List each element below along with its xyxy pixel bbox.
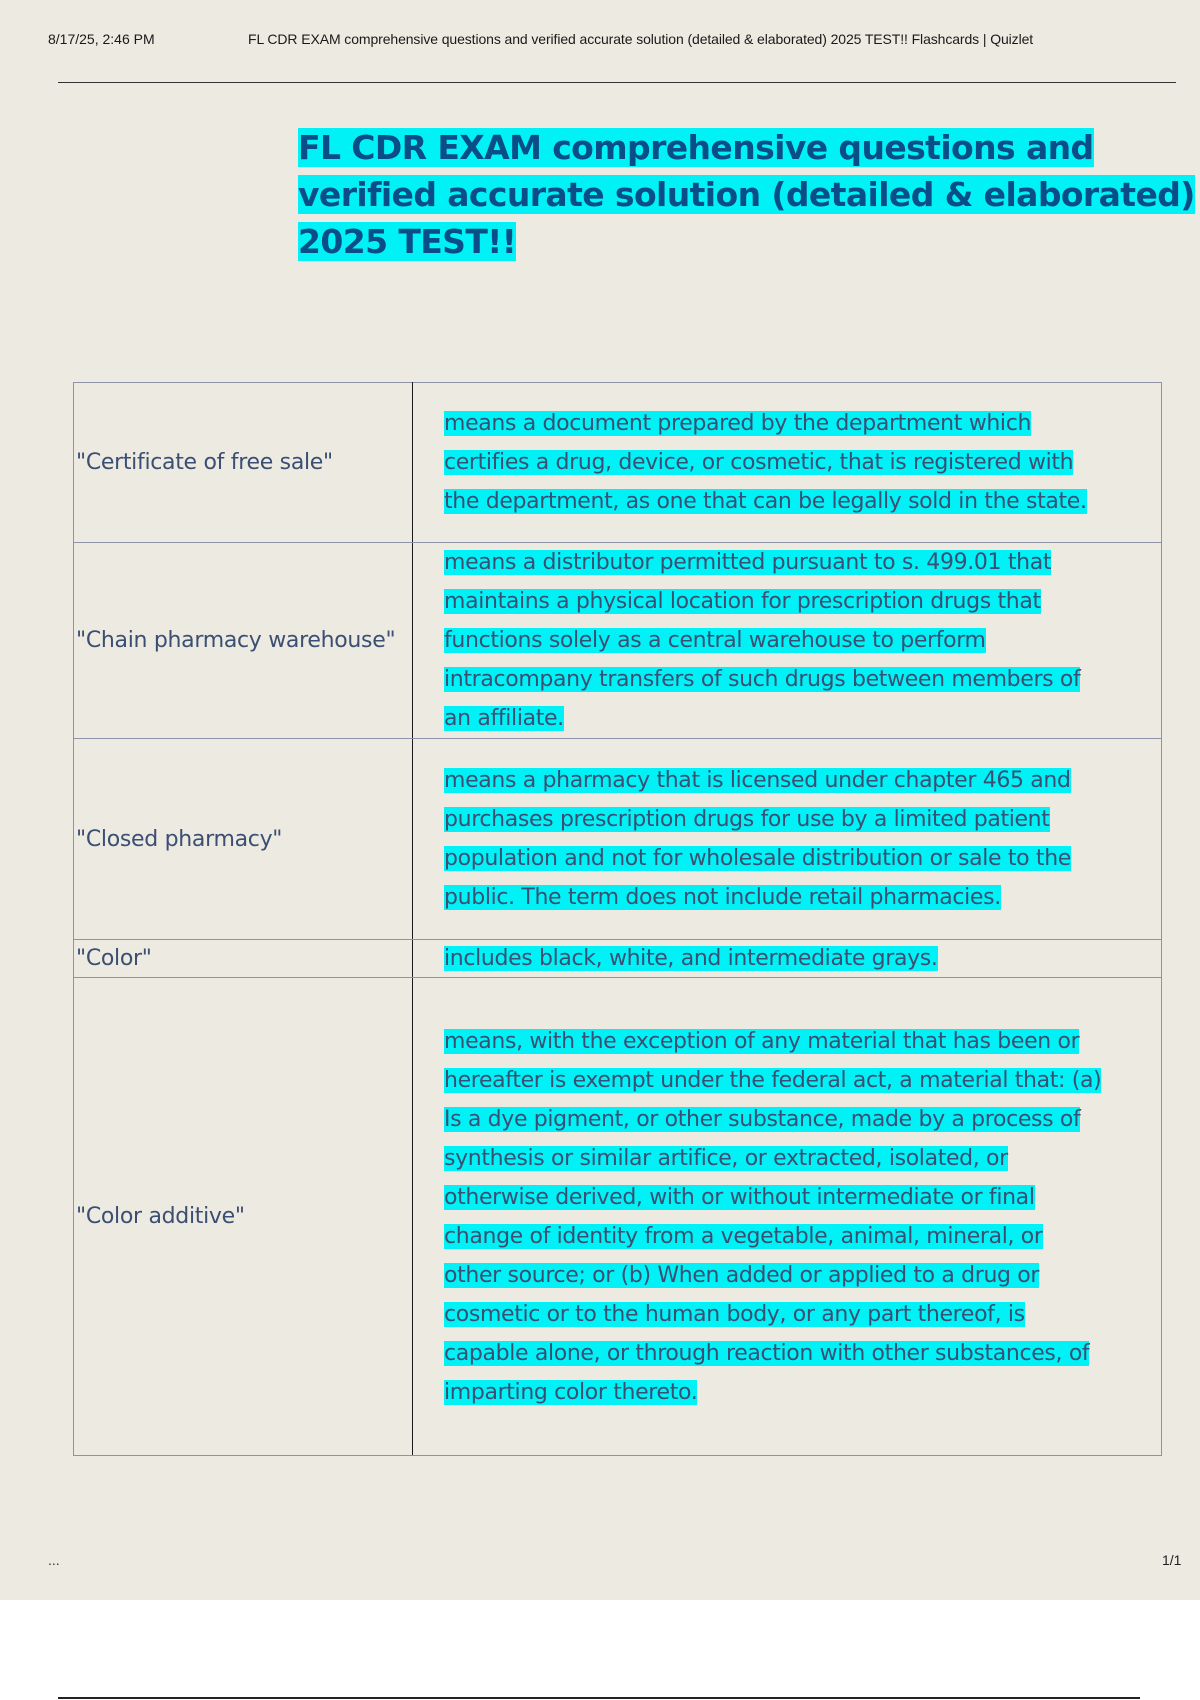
table-row <box>74 739 1162 940</box>
term-cell: "Color" <box>74 940 413 978</box>
term-cell: "Closed pharmacy" <box>74 739 413 940</box>
page-number: 1/1 <box>1162 1552 1182 1568</box>
print-page-title: FL CDR EXAM comprehensive questions and verified accurate solution (detailed & elaborated) 2025 TEST!! Flashcards | Quizlet <box>248 31 1034 47</box>
definition-cell <box>413 940 1162 978</box>
table-row <box>74 978 1162 1456</box>
term-cell: "Color additive" <box>74 978 413 1456</box>
definition-cell <box>413 543 1162 739</box>
footer-ellipsis: ... <box>48 1552 60 1568</box>
table-row <box>74 543 1162 739</box>
term-cell: "Certificate of free sale" <box>74 383 413 543</box>
print-date: 8/17/25, 2:46 PM <box>48 31 155 47</box>
definition-text: means a pharmacy that is licensed under chapter 465 and purchases prescription drugs for use by a limited patient population and not for wholesale distribution or sale to the public. The term does not include retail pharmacies. <box>444 768 1071 910</box>
definitions-table <box>73 382 1162 1456</box>
definition-cell <box>413 739 1162 940</box>
table-row <box>74 940 1162 978</box>
bottom-divider <box>58 1697 1140 1699</box>
definition-text: means a document prepared by the department which certifies a drug, device, or cosmetic, that is registered with the department, as one that can be legally sold in the state. <box>444 411 1087 514</box>
term-cell: "Chain pharmacy warehouse" <box>74 543 413 739</box>
document-title-text: FL CDR EXAM comprehensive questions and verified accurate solution (detailed & elaborated) 2025 TEST!! <box>298 128 1195 261</box>
definition-cell <box>413 978 1162 1456</box>
definition-text: means, with the exception of any material that has been or hereafter is exempt under the federal act, a material that: (a) Is a dye pigment, or other substance, made by a process of synthesis or similar artifice, or extracted, isolated, or otherwise derived, with or without intermediate or final change of identity from a vegetable, animal, mineral, or other source; or (b) When added or applied to a drug or cosmetic or to the human body, or any part thereof, is capable alone, or through reaction with other substances, of imparting color thereto. <box>444 1028 1102 1405</box>
definition-text: means a distributor permitted pursuant to s. 499.01 that maintains a physical location for prescription drugs that functions solely as a central warehouse to perform intracompany transfers of such drugs between members of an affiliate. <box>444 550 1081 731</box>
header-divider <box>58 82 1176 83</box>
table-row <box>74 383 1162 543</box>
definition-text: includes black, white, and intermediate grays. <box>444 946 938 971</box>
definition-cell <box>413 383 1162 543</box>
document-title <box>298 124 1198 265</box>
